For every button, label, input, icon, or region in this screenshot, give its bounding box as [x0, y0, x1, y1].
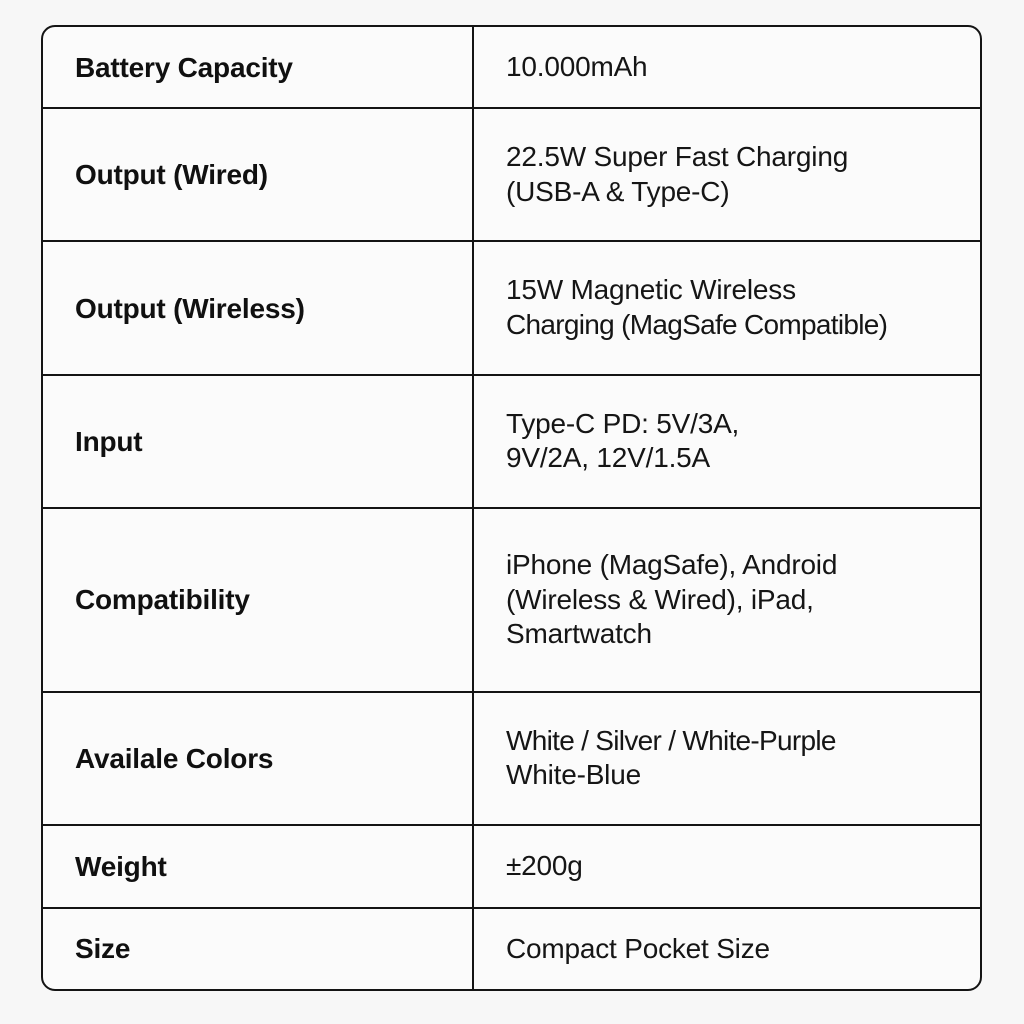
spec-value-available-colors	[473, 692, 980, 825]
spec-value-line: ±200g	[506, 850, 583, 882]
spec-value-line: Charging (MagSafe Compatible)	[506, 309, 888, 341]
spec-value-line: 9V/2A, 12V/1.5A	[506, 442, 711, 474]
spec-value-line: iPhone (MagSafe), Android	[506, 548, 838, 580]
spec-value-input	[473, 375, 980, 508]
spec-label-text: Size	[75, 933, 131, 965]
spec-value-compatibility	[473, 508, 980, 692]
table-row	[43, 508, 980, 692]
spec-value-line: Type-C PD: 5V/3A,	[506, 407, 740, 439]
spec-label-text: Availale Colors	[75, 742, 274, 774]
spec-value-line: Smartwatch	[506, 618, 652, 650]
spec-label-output-wired	[43, 108, 473, 241]
spec-label-output-wireless	[43, 241, 473, 374]
spec-label-text: Weight	[75, 850, 167, 882]
spec-label-text: Battery Capacity	[75, 51, 293, 83]
spec-label-text: Output (Wired)	[75, 159, 268, 191]
spec-value-line: 15W Magnetic Wireless	[506, 274, 796, 306]
table-row	[43, 375, 980, 508]
spec-label-available-colors	[43, 692, 473, 825]
spec-value-line: 22.5W Super Fast Charging	[506, 141, 849, 173]
spec-label-text: Output (Wireless)	[75, 292, 305, 324]
table-body	[43, 27, 980, 989]
spec-label-battery-capacity	[43, 27, 473, 108]
spec-label-text: Compatibility	[75, 584, 250, 616]
spec-value-line: (Wireless & Wired), iPad,	[506, 583, 814, 615]
spec-value-line: 10.000mAh	[506, 50, 648, 82]
spec-value-line: (USB-A & Type-C)	[506, 175, 730, 207]
table-row	[43, 692, 980, 825]
spec-value-line: White-Blue	[506, 759, 641, 791]
spec-value-output-wired	[473, 108, 980, 241]
spec-value-size	[473, 908, 980, 989]
table-row	[43, 108, 980, 241]
specification-card	[41, 25, 982, 991]
specification-table	[43, 27, 980, 989]
spec-value-weight	[473, 825, 980, 908]
table-row	[43, 27, 980, 108]
spec-value-line: Compact Pocket Size	[506, 932, 770, 964]
spec-value-battery-capacity	[473, 27, 980, 108]
spec-label-size	[43, 908, 473, 989]
spec-value-line: White / Silver / White-Purple	[506, 724, 836, 756]
spec-label-weight	[43, 825, 473, 908]
table-row	[43, 908, 980, 989]
spec-label-input	[43, 375, 473, 508]
spec-value-output-wireless	[473, 241, 980, 374]
table-row	[43, 241, 980, 374]
spec-label-compatibility	[43, 508, 473, 692]
table-row	[43, 825, 980, 908]
spec-label-text: Input	[75, 425, 143, 457]
